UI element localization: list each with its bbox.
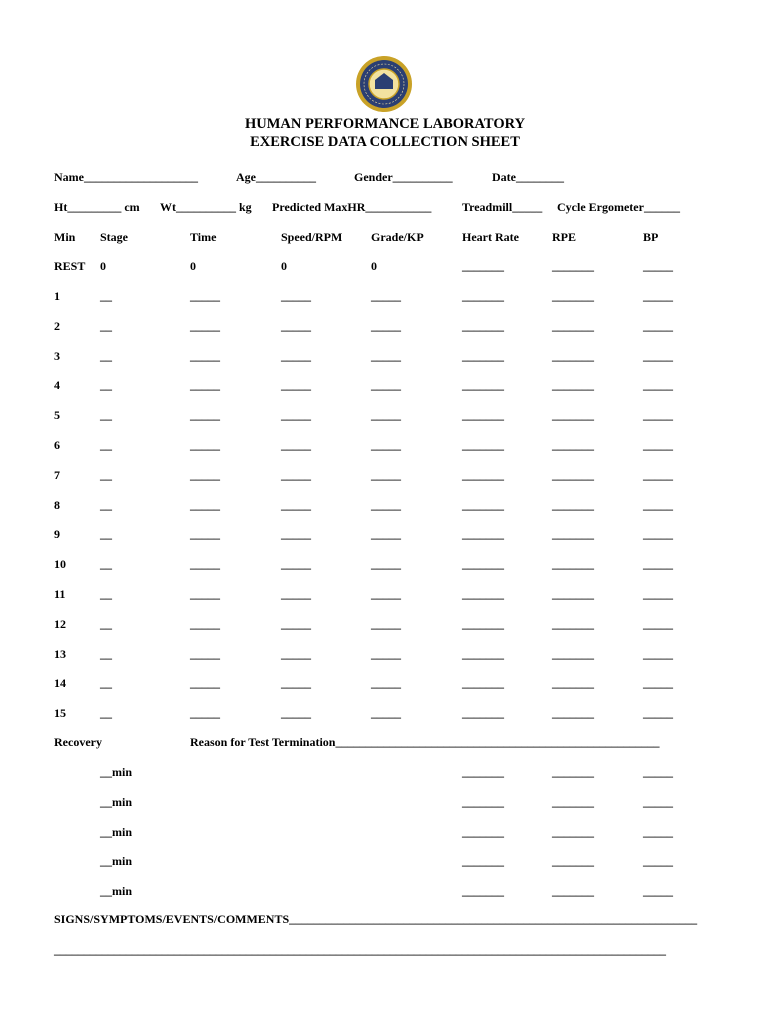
bp-cell[interactable]: _____ bbox=[643, 676, 673, 690]
bp-cell[interactable]: _____ bbox=[643, 349, 673, 363]
bp-cell: BP bbox=[643, 230, 659, 244]
speed-rpm-cell[interactable]: _____ bbox=[281, 647, 311, 661]
rpe-cell[interactable]: _______ bbox=[552, 259, 594, 273]
stage-cell[interactable]: __ bbox=[100, 557, 112, 571]
grade-kp-cell[interactable]: _____ bbox=[371, 587, 401, 601]
recovery-min-cell[interactable]: __min bbox=[100, 884, 133, 898]
stage-cell: Stage bbox=[100, 230, 128, 244]
heart-rate-cell: Heart Rate bbox=[462, 230, 519, 244]
stage-cell[interactable]: __ bbox=[100, 587, 112, 601]
rpe-cell[interactable]: _______ bbox=[552, 468, 594, 482]
time-cell[interactable]: _____ bbox=[190, 438, 220, 452]
speed-rpm-cell[interactable]: _____ bbox=[281, 289, 311, 303]
time-cell[interactable]: _____ bbox=[190, 289, 220, 303]
stage-row bbox=[0, 706, 770, 722]
heart-rate-cell[interactable]: _______ bbox=[462, 289, 504, 303]
heart-rate-cell[interactable]: _______ bbox=[462, 647, 504, 661]
cycle-ergometer-field[interactable]: Cycle Ergometer______ bbox=[557, 200, 680, 214]
stage-row bbox=[0, 557, 770, 573]
bp-cell[interactable]: _____ bbox=[643, 498, 673, 512]
grade-kp-cell[interactable]: _____ bbox=[371, 647, 401, 661]
rpe-cell[interactable]: _______ bbox=[552, 438, 594, 452]
bp-cell[interactable]: _____ bbox=[643, 527, 673, 541]
stage-cell[interactable]: __ bbox=[100, 647, 112, 661]
rpe-cell[interactable]: _______ bbox=[552, 319, 594, 333]
stage-row bbox=[0, 438, 770, 454]
recovery-min-cell[interactable]: __min bbox=[100, 795, 133, 809]
stage-row bbox=[0, 319, 770, 335]
time-cell[interactable]: _____ bbox=[190, 557, 220, 571]
heart-rate-cell[interactable]: _______ bbox=[462, 259, 504, 273]
time-cell[interactable]: _____ bbox=[190, 706, 220, 720]
stage-row bbox=[0, 468, 770, 484]
bp-cell[interactable]: _____ bbox=[643, 319, 673, 333]
bp-cell[interactable]: _____ bbox=[643, 289, 673, 303]
gender-field[interactable]: Gender__________ bbox=[354, 170, 453, 184]
page-title: HUMAN PERFORMANCE LABORATORY bbox=[244, 116, 526, 132]
rpe-cell[interactable]: _______ bbox=[552, 498, 594, 512]
rpe-cell[interactable]: _______ bbox=[552, 289, 594, 303]
time-cell[interactable]: _____ bbox=[190, 468, 220, 482]
rpe-cell[interactable]: _______ bbox=[552, 706, 594, 720]
time-cell[interactable]: _____ bbox=[190, 349, 220, 363]
speed-rpm-cell[interactable]: _____ bbox=[281, 408, 311, 422]
heart-rate-cell[interactable]: _______ bbox=[462, 795, 504, 809]
bp-cell[interactable]: _____ bbox=[643, 378, 673, 392]
grade-kp-cell[interactable]: _____ bbox=[371, 319, 401, 333]
speed-rpm-cell: Speed/RPM bbox=[281, 230, 343, 244]
table-header-row bbox=[0, 230, 770, 246]
heart-rate-cell[interactable]: _______ bbox=[462, 825, 504, 839]
speed-rpm-cell[interactable]: _____ bbox=[281, 349, 311, 363]
heart-rate-cell[interactable]: _______ bbox=[462, 587, 504, 601]
weight-field[interactable]: Wt__________ kg bbox=[160, 200, 252, 214]
time-cell[interactable]: _____ bbox=[190, 408, 220, 422]
speed-rpm-cell[interactable]: _____ bbox=[281, 706, 311, 720]
stage-cell[interactable]: __ bbox=[100, 408, 112, 422]
stage-cell[interactable]: __ bbox=[100, 438, 112, 452]
min-cell[interactable]: 10 bbox=[54, 557, 66, 571]
speed-rpm-cell[interactable]: _____ bbox=[281, 468, 311, 482]
min-cell[interactable]: 4 bbox=[54, 378, 60, 392]
bp-cell[interactable]: _____ bbox=[643, 408, 673, 422]
bp-cell[interactable]: _____ bbox=[643, 765, 673, 779]
stage-row bbox=[0, 647, 770, 663]
recovery-min-cell[interactable]: __min bbox=[100, 854, 133, 868]
stage-row bbox=[0, 527, 770, 543]
heart-rate-cell[interactable]: _______ bbox=[462, 378, 504, 392]
min-cell[interactable]: 3 bbox=[54, 349, 60, 363]
bp-cell[interactable]: _____ bbox=[643, 854, 673, 868]
time-cell[interactable]: _____ bbox=[190, 647, 220, 661]
rpe-cell[interactable]: _______ bbox=[552, 765, 594, 779]
min-cell[interactable]: 5 bbox=[54, 408, 60, 422]
time-cell[interactable]: _____ bbox=[190, 527, 220, 541]
comments-field[interactable]: SIGNS/SYMPTOMS/EVENTS/COMMENTS____________________________________________________________________ bbox=[54, 912, 698, 926]
time-cell[interactable]: _____ bbox=[190, 617, 220, 631]
name-field[interactable]: Name___________________ bbox=[54, 170, 198, 184]
min-cell[interactable]: 11 bbox=[54, 587, 66, 601]
rpe-cell[interactable]: _______ bbox=[552, 557, 594, 571]
rpe-cell[interactable]: _______ bbox=[552, 378, 594, 392]
speed-rpm-cell[interactable]: _____ bbox=[281, 319, 311, 333]
heart-rate-cell[interactable]: _______ bbox=[462, 884, 504, 898]
age-field[interactable]: Age__________ bbox=[236, 170, 316, 184]
stage-cell[interactable]: __ bbox=[100, 676, 112, 690]
stage-cell[interactable]: __ bbox=[100, 527, 112, 541]
min-cell[interactable]: 13 bbox=[54, 647, 66, 661]
bp-cell[interactable]: _____ bbox=[643, 825, 673, 839]
speed-rpm-cell[interactable]: _____ bbox=[281, 676, 311, 690]
heart-rate-cell[interactable]: _______ bbox=[462, 617, 504, 631]
rpe-cell[interactable]: _______ bbox=[552, 647, 594, 661]
grade-kp-cell[interactable]: _____ bbox=[371, 498, 401, 512]
rpe-cell[interactable]: _______ bbox=[552, 587, 594, 601]
bp-cell[interactable]: _____ bbox=[643, 706, 673, 720]
heart-rate-cell[interactable]: _______ bbox=[462, 498, 504, 512]
grade-kp-cell[interactable]: _____ bbox=[371, 527, 401, 541]
grade-kp-cell[interactable]: _____ bbox=[371, 617, 401, 631]
rpe-cell[interactable]: _______ bbox=[552, 884, 594, 898]
bp-cell[interactable]: _____ bbox=[643, 468, 673, 482]
date-field[interactable]: Date________ bbox=[492, 170, 564, 184]
min-cell[interactable]: 9 bbox=[54, 527, 60, 541]
stage-cell[interactable]: __ bbox=[100, 289, 112, 303]
heart-rate-cell[interactable]: _______ bbox=[462, 408, 504, 422]
heart-rate-cell[interactable]: _______ bbox=[462, 557, 504, 571]
speed-rpm-cell[interactable]: _____ bbox=[281, 557, 311, 571]
min-cell[interactable]: 8 bbox=[54, 498, 60, 512]
time-cell[interactable]: _____ bbox=[190, 378, 220, 392]
stage-row bbox=[0, 617, 770, 633]
min-cell[interactable]: 6 bbox=[54, 438, 60, 452]
treadmill-field[interactable]: Treadmill_____ bbox=[462, 200, 543, 214]
recovery-min-cell[interactable]: __min bbox=[100, 765, 133, 779]
recovery-label: Recovery bbox=[54, 735, 102, 749]
stage-cell[interactable]: __ bbox=[100, 468, 112, 482]
stage-row bbox=[0, 378, 770, 394]
rpe-cell[interactable]: _______ bbox=[552, 825, 594, 839]
speed-rpm-cell[interactable]: _____ bbox=[281, 498, 311, 512]
rpe-cell[interactable]: _______ bbox=[552, 676, 594, 690]
grade-kp-cell[interactable]: _____ bbox=[371, 289, 401, 303]
rest-row bbox=[0, 259, 770, 275]
heart-rate-cell[interactable]: _______ bbox=[462, 527, 504, 541]
time-cell: Time bbox=[190, 230, 217, 244]
grade-kp-cell[interactable]: _____ bbox=[371, 438, 401, 452]
bp-cell[interactable]: _____ bbox=[643, 557, 673, 571]
speed-rpm-cell[interactable]: 0 bbox=[281, 259, 287, 273]
stage-cell[interactable]: 0 bbox=[100, 259, 106, 273]
bp-cell[interactable]: _____ bbox=[643, 259, 673, 273]
min-cell[interactable]: 15 bbox=[54, 706, 66, 720]
stage-cell[interactable]: __ bbox=[100, 349, 112, 363]
grade-kp-cell[interactable]: _____ bbox=[371, 676, 401, 690]
heart-rate-cell[interactable]: _______ bbox=[462, 438, 504, 452]
time-cell[interactable]: _____ bbox=[190, 587, 220, 601]
recovery-row bbox=[0, 765, 770, 781]
grade-kp-cell[interactable]: _____ bbox=[371, 468, 401, 482]
rpe-cell[interactable]: _______ bbox=[552, 408, 594, 422]
min-cell[interactable]: 7 bbox=[54, 468, 60, 482]
heart-rate-cell[interactable]: _______ bbox=[462, 319, 504, 333]
bp-cell[interactable]: _____ bbox=[643, 587, 673, 601]
stage-cell[interactable]: __ bbox=[100, 617, 112, 631]
recovery-min-cell[interactable]: __min bbox=[100, 825, 133, 839]
speed-rpm-cell[interactable]: _____ bbox=[281, 587, 311, 601]
rpe-cell[interactable]: _______ bbox=[552, 854, 594, 868]
stage-cell[interactable]: __ bbox=[100, 319, 112, 333]
stage-cell[interactable]: __ bbox=[100, 378, 112, 392]
predicted-maxhr-field[interactable]: Predicted MaxHR___________ bbox=[272, 200, 432, 214]
speed-rpm-cell[interactable]: _____ bbox=[281, 438, 311, 452]
grade-kp-cell[interactable]: _____ bbox=[371, 557, 401, 571]
grade-kp-cell: Grade/KP bbox=[371, 230, 424, 244]
recovery-row bbox=[0, 884, 770, 900]
recovery-row bbox=[0, 795, 770, 811]
bp-cell[interactable]: _____ bbox=[643, 795, 673, 809]
min-cell[interactable]: 12 bbox=[54, 617, 66, 631]
time-cell[interactable]: _____ bbox=[190, 498, 220, 512]
bp-cell[interactable]: _____ bbox=[643, 617, 673, 631]
grade-kp-cell[interactable]: _____ bbox=[371, 378, 401, 392]
min-cell[interactable]: REST bbox=[54, 259, 86, 273]
time-cell[interactable]: 0 bbox=[190, 259, 196, 273]
grade-kp-cell[interactable]: _____ bbox=[371, 408, 401, 422]
stage-cell[interactable]: __ bbox=[100, 706, 112, 720]
heart-rate-cell[interactable]: _______ bbox=[462, 468, 504, 482]
stage-row bbox=[0, 408, 770, 424]
speed-rpm-cell[interactable]: _____ bbox=[281, 527, 311, 541]
bp-cell[interactable]: _____ bbox=[643, 647, 673, 661]
heart-rate-cell[interactable]: _______ bbox=[462, 349, 504, 363]
height-field[interactable]: Ht_________ cm bbox=[54, 200, 140, 214]
university-seal-logo bbox=[355, 55, 413, 113]
comments-line-2[interactable]: ______________________________________________________________________________________________________ bbox=[54, 943, 666, 957]
bp-cell[interactable]: _____ bbox=[643, 884, 673, 898]
min-cell[interactable]: 14 bbox=[54, 676, 66, 690]
heart-rate-cell[interactable]: _______ bbox=[462, 676, 504, 690]
stage-row bbox=[0, 587, 770, 603]
rpe-cell[interactable]: _______ bbox=[552, 527, 594, 541]
stage-row bbox=[0, 498, 770, 514]
recovery-row bbox=[0, 854, 770, 870]
rpe-cell[interactable]: _______ bbox=[552, 795, 594, 809]
heart-rate-cell[interactable]: _______ bbox=[462, 854, 504, 868]
rpe-cell[interactable]: _______ bbox=[552, 617, 594, 631]
page-subtitle: EXERCISE DATA COLLECTION SHEET bbox=[250, 134, 520, 150]
heart-rate-cell[interactable]: _______ bbox=[462, 765, 504, 779]
min-cell: Min bbox=[54, 230, 76, 244]
min-cell[interactable]: 1 bbox=[54, 289, 60, 303]
grade-kp-cell[interactable]: _____ bbox=[371, 349, 401, 363]
stage-cell[interactable]: __ bbox=[100, 498, 112, 512]
speed-rpm-cell[interactable]: _____ bbox=[281, 617, 311, 631]
stage-row bbox=[0, 349, 770, 365]
stage-row bbox=[0, 289, 770, 305]
grade-kp-cell[interactable]: _____ bbox=[371, 706, 401, 720]
time-cell[interactable]: _____ bbox=[190, 319, 220, 333]
stage-row bbox=[0, 676, 770, 692]
termination-reason-field[interactable]: Reason for Test Termination______________________________________________________ bbox=[190, 735, 660, 749]
time-cell[interactable]: _____ bbox=[190, 676, 220, 690]
grade-kp-cell[interactable]: 0 bbox=[371, 259, 377, 273]
rpe-cell[interactable]: _______ bbox=[552, 349, 594, 363]
recovery-row bbox=[0, 825, 770, 841]
rpe-cell: RPE bbox=[552, 230, 576, 244]
bp-cell[interactable]: _____ bbox=[643, 438, 673, 452]
min-cell[interactable]: 2 bbox=[54, 319, 60, 333]
heart-rate-cell[interactable]: _______ bbox=[462, 706, 504, 720]
speed-rpm-cell[interactable]: _____ bbox=[281, 378, 311, 392]
